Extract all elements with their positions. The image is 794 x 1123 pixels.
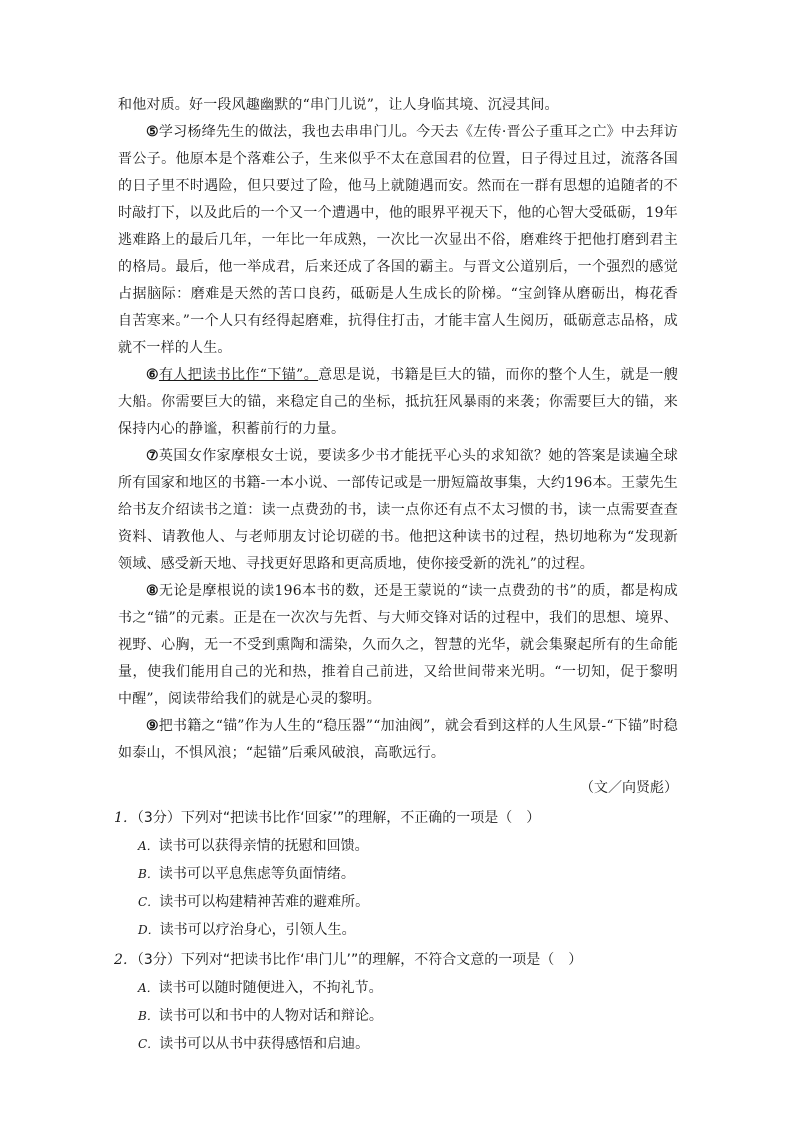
question-2 bbox=[114, 946, 678, 1058]
paragraph-text: 学习杨绛先生的做法，我也去串串门儿。今天去《左传·晋公子重耳之亡》中去拜访晋公子。他原本是个落难公子，生来似乎不太在意国君的位置，日子得过且过，流落各国的日子里不时遇险，但只要过了险，他马上就随遇而安。然而在一群有思想的追随者的不时敲打下，以及此后的一个又一个遭遇中，他的眼界平视天下，他的心智大受砥砺，19年逃难路上的最后几年，一年比一年成熟，一次比一次显出不俗，磨难终于把他打磨到君主的格局。最后，他一举成君，后来还成了各国的霸主。与晋文公道别后，一个强烈的感觉占据脑际：磨难是天然的苦口良药，砥砺是人生成长的阶梯。“宝剑锋从磨砺出，梅花香自苦寒来。”一个人只有经得起磨难，抗得住打击，才能丰富人生阅历，砥砺意志品格，成就不一样的人生。 bbox=[118, 124, 678, 356]
option-c[interactable] bbox=[118, 1030, 678, 1058]
question-number: 1． bbox=[114, 810, 137, 826]
paragraph-6 bbox=[118, 362, 678, 443]
question-text: （3分）下列对“把读书比作‘串门儿’”的理解，不符合文意的一项是（ ） bbox=[136, 952, 583, 968]
question-stem bbox=[114, 946, 674, 974]
question-number: 2． bbox=[114, 952, 137, 968]
option-text: 读书可以和书中的人物对话和辩论。 bbox=[158, 1008, 383, 1024]
paragraph-text: 英国女作家摩根女士说，要读多少书才能抚平心头的求知欲？她的答案是读遍全球所有国家和地区的书籍-一本小说、一部传记或是一册短篇故事集，大约196本。王蒙先生给书友介绍读书之道：读一点费劲的书，读一点你还有点不太习惯的书，读一点需要查查资料、请教他人、与老师朋友讨论切磋的书。他把这种读书的过程，热切地称为“发现新领域、感受新天地、寻找更好思路和更高质地，使你接受新的洗礼”的过程。 bbox=[118, 448, 678, 572]
paragraph-text: 无论是摩根说的读196本书的数，还是王蒙说的“读一点费劲的书”的质，都是构成书之“锚”的元素。正是在一次次与先哲、与大师交锋对话的过程中，我们的思想、境界、视野、心胸，无一不受到熏陶和濡染，久而久之，智慧的光华，就会集聚起所有的生命能量，使我们能用自己的光和热，推着自己前进，又给世间带来光明。“一切知，促于黎明中醒”，阅读带给我们的就是心灵的黎明。 bbox=[118, 583, 678, 707]
paragraph-7 bbox=[118, 443, 678, 578]
option-letter: B． bbox=[138, 867, 159, 881]
paragraph-number: ⑧ bbox=[146, 583, 159, 599]
option-b[interactable] bbox=[118, 1002, 678, 1030]
option-letter: C． bbox=[138, 1037, 160, 1051]
option-letter: C． bbox=[138, 895, 160, 909]
document-content bbox=[114, 92, 678, 1058]
paragraph-number: ⑤ bbox=[146, 124, 159, 140]
option-d[interactable] bbox=[118, 916, 678, 944]
question-stem bbox=[114, 804, 674, 832]
option-letter: D． bbox=[138, 923, 160, 937]
paragraph-number: ⑦ bbox=[146, 448, 159, 464]
paragraph-9 bbox=[118, 713, 678, 767]
question-text: （3分）下列对“把读书比作‘回家’”的理解，不正确的一项是（ ） bbox=[136, 810, 541, 826]
paragraph-number: ⑨ bbox=[146, 718, 159, 734]
option-list bbox=[118, 974, 678, 1058]
option-b[interactable] bbox=[118, 860, 678, 888]
option-a[interactable] bbox=[118, 974, 678, 1002]
option-text: 读书可以疗治身心，引领人生。 bbox=[159, 922, 356, 938]
paragraph-5 bbox=[118, 119, 678, 362]
option-text: 读书可以从书中获得感悟和启迪。 bbox=[159, 1036, 370, 1052]
option-c[interactable] bbox=[118, 888, 678, 916]
option-text: 读书可以随时随便进入，不拘礼节。 bbox=[158, 980, 383, 996]
option-letter: B． bbox=[138, 1009, 159, 1023]
paragraph-number: ⑥ bbox=[146, 367, 159, 383]
question-1 bbox=[114, 804, 678, 944]
paragraph-lead-sentence: 有人把读书比作“下锚”。 bbox=[158, 367, 319, 383]
option-letter: A． bbox=[138, 981, 159, 995]
paragraph-8 bbox=[118, 578, 678, 713]
paragraph-text: 把书籍之“锚”作为人生的“稳压器”“加油阀”，就会看到这样的人生风景-“下锚”时稳如泰山，不惧风浪；“起锚”后乘风破浪，高歌远行。 bbox=[118, 718, 678, 761]
option-list bbox=[118, 832, 678, 944]
option-text: 读书可以构建精神苦难的避难所。 bbox=[159, 894, 370, 910]
option-letter: A． bbox=[138, 839, 159, 853]
paragraph-text: 意思是说，书籍是巨大的锚，而你的整个人生，就是一艘大船。你需要巨大的锚，来稳定自己的坐标，抵抗狂风暴雨的来袭；你需要巨大的锚，来保持内心的静谧，积蓄前行的力量。 bbox=[118, 367, 678, 437]
article-source: （文／向贤彪） bbox=[580, 780, 678, 796]
option-text: 读书可以平息焦虑等负面情绪。 bbox=[158, 866, 355, 882]
paragraph-intro: 和他对质。好一段风趣幽默的“串门儿说”，让人身临其境、沉浸其间。 bbox=[118, 97, 559, 113]
option-text: 读书可以获得亲情的抚慰和回馈。 bbox=[158, 838, 369, 854]
option-a[interactable] bbox=[118, 832, 678, 860]
